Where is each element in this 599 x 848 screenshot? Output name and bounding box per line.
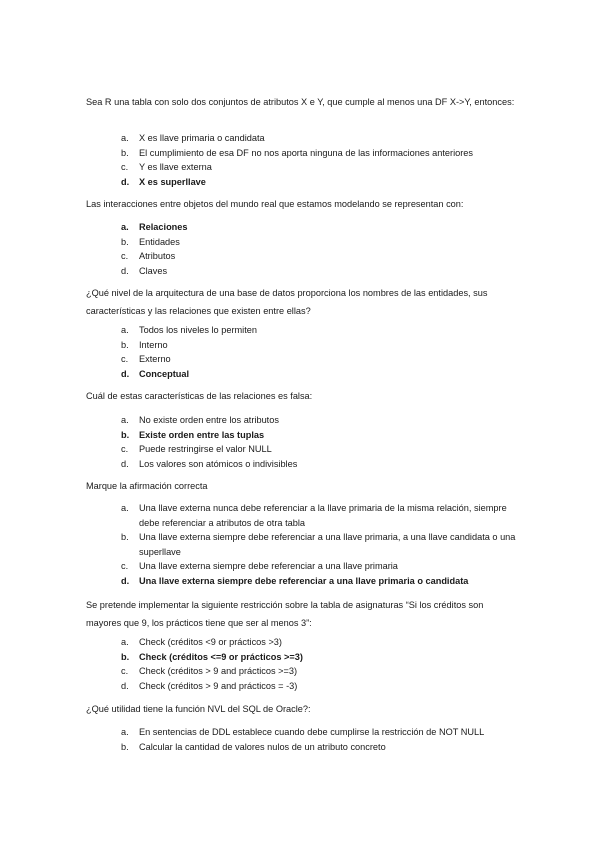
option-letter: a. — [121, 325, 129, 335]
option-1b — [121, 146, 521, 161]
option-text: Puede restringirse el valor NULL — [139, 444, 272, 455]
option-letter: d. — [121, 575, 130, 586]
option-text: Claves — [139, 265, 168, 276]
question-5-text: Marque la afirmación correcta — [86, 481, 208, 491]
option-5c — [121, 559, 521, 574]
option-6c — [121, 664, 521, 679]
option-text: No existe orden entre los atributos — [139, 415, 279, 425]
option-text: Una llave externa siempre debe referenciar a una llave primaria — [139, 561, 398, 572]
question-3-options — [121, 323, 521, 381]
option-letter: d. — [121, 680, 129, 691]
option-letter: a. — [121, 222, 129, 232]
option-7a — [121, 725, 521, 740]
option-letter: a. — [121, 637, 129, 647]
option-6d — [121, 679, 521, 694]
option-4b — [121, 428, 521, 443]
option-text: En sentencias de DDL establece cuando debe cumplirse la restricción de NOT NULL — [139, 727, 485, 737]
option-text: Check (créditos > 9 and prácticos >=3) — [139, 666, 298, 677]
option-5a — [121, 501, 521, 530]
option-text: Existe orden entre las tuplas — [139, 429, 265, 440]
option-1a — [121, 131, 521, 146]
option-text: Check (créditos <9 or prácticos >3) — [139, 637, 282, 647]
option-6a — [121, 635, 521, 650]
option-letter: c. — [121, 561, 129, 572]
option-1c — [121, 160, 521, 175]
option-4c — [121, 442, 521, 457]
question-2-options — [121, 220, 521, 278]
option-text: Check (créditos <=9 or prácticos >=3) — [139, 651, 303, 662]
option-letter: c. — [121, 251, 129, 262]
option-letter: d. — [121, 176, 130, 187]
option-letter: a. — [121, 133, 129, 143]
option-letter: a. — [121, 727, 129, 737]
option-letter: d. — [121, 458, 129, 469]
option-letter: b. — [121, 651, 130, 662]
option-4d — [121, 457, 521, 472]
option-text: Externo — [139, 354, 171, 365]
option-letter: d. — [121, 368, 130, 379]
question-6-options — [121, 635, 521, 693]
option-text: Interno — [139, 339, 168, 350]
question-6-text: Se pretende implementar la siguiente restricción sobre la tabla de asignaturas “Si los créditos son mayores que 9, los prácticos tiene que ser al menos 3”: — [86, 600, 484, 628]
option-text: Una llave externa siempre debe referenciar a una llave primaria, a una llave candidata o una superllave — [139, 532, 516, 557]
option-2a — [121, 220, 521, 235]
question-4-options — [121, 413, 521, 471]
option-text: Calcular la cantidad de valores nulos de un atributo concreto — [139, 741, 386, 752]
option-letter: b. — [121, 741, 129, 752]
option-letter: c. — [121, 666, 129, 677]
option-6b — [121, 650, 521, 665]
question-1-text: Sea R una tabla con solo dos conjuntos de atributos X e Y, que cumple al menos una DF X->Y, entonces: — [86, 97, 515, 107]
option-letter: c. — [121, 444, 129, 455]
option-letter: b. — [121, 532, 129, 543]
option-3c — [121, 352, 521, 367]
option-text: Atributos — [139, 251, 176, 262]
option-2c — [121, 249, 521, 264]
option-text: X es superllave — [139, 176, 206, 187]
option-letter: a. — [121, 415, 129, 425]
option-7b — [121, 740, 521, 755]
question-5-options — [121, 501, 521, 589]
option-3d — [121, 367, 521, 382]
option-1d — [121, 175, 521, 190]
option-text: Todos los niveles lo permiten — [139, 325, 257, 335]
option-text: Check (créditos > 9 and prácticos = -3) — [139, 680, 298, 691]
option-text: Conceptual — [139, 368, 190, 379]
option-text: Entidades — [139, 236, 180, 247]
option-2d — [121, 264, 521, 279]
option-text: Y es llave externa — [139, 162, 212, 173]
option-text: Una llave externa siempre debe referenciar a una llave primaria o candidata — [139, 575, 469, 586]
option-text: Los valores son atómicos o indivisibles — [139, 458, 298, 469]
option-5b — [121, 530, 521, 559]
option-letter: b. — [121, 429, 130, 440]
option-letter: c. — [121, 354, 129, 365]
option-5d — [121, 574, 521, 589]
option-letter: d. — [121, 265, 129, 276]
option-letter: a. — [121, 503, 129, 513]
option-letter: b. — [121, 147, 129, 158]
option-text: Relaciones — [139, 222, 188, 232]
question-2-text: Las interacciones entre objetos del mundo real que estamos modelando se representan con: — [86, 199, 464, 209]
option-3a — [121, 323, 521, 338]
option-3b — [121, 338, 521, 353]
question-3-text: ¿Qué nivel de la arquitectura de una base de datos proporciona los nombres de las entidades, sus características y las relaciones que existen entre ellas? — [86, 288, 488, 316]
option-text: Una llave externa nunca debe referenciar a la llave primaria de la misma relación, siempre debe referenciar a atributos de otra tabla — [139, 503, 507, 528]
option-text: X es llave primaria o candidata — [139, 133, 265, 143]
option-4a — [121, 413, 521, 428]
question-1-options — [121, 131, 521, 189]
option-2b — [121, 235, 521, 250]
question-7-options — [121, 725, 521, 754]
question-4-text: Cuál de estas características de las relaciones es falsa: — [86, 391, 313, 401]
option-letter: c. — [121, 162, 129, 173]
option-text: El cumplimiento de esa DF no nos aporta ninguna de las informaciones anteriores — [139, 147, 473, 158]
question-7-text: ¿Qué utilidad tiene la función NVL del SQL de Oracle?: — [86, 704, 311, 714]
option-letter: b. — [121, 236, 129, 247]
option-letter: b. — [121, 339, 129, 350]
